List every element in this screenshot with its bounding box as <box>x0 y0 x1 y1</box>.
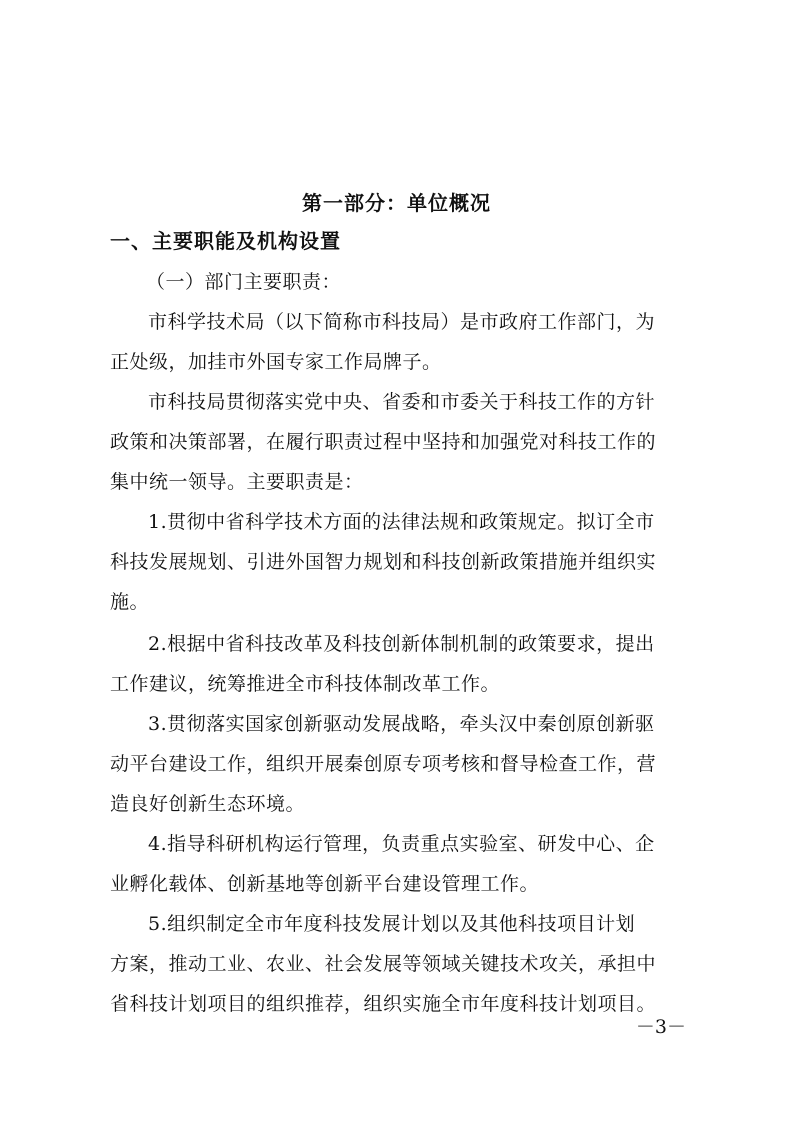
paragraph-line: 4.指导科研机构运行管理，负责重点实验室、研发中心、企 <box>148 833 655 855</box>
paragraph-line: 2.根据中省科技改革及科技创新体制机制的政策要求，提出 <box>148 633 655 655</box>
paragraph-line: 市科学技术局（以下简称市科技局）是市政府工作部门，为 <box>148 311 656 333</box>
paragraph-4 <box>110 624 686 704</box>
paragraph-line: 市科技局贯彻落实党中央、省委和市委关于科技工作的方针 <box>148 391 656 413</box>
paragraph-line: 施。 <box>110 591 150 613</box>
paragraph-line: 1.贯彻中省科学技术方面的法律法规和政策规定。拟订全市 <box>148 511 655 533</box>
paragraph-6 <box>110 824 686 904</box>
paragraph-2 <box>110 382 686 502</box>
paragraph-3 <box>110 502 686 622</box>
paragraph-line: 工作建议，统筹推进全市科技体制改革工作。 <box>110 673 501 695</box>
paragraph-line: 集中统一领导。主要职责是： <box>110 471 364 493</box>
paragraph-line: 正处级，加挂市外国专家工作局牌子。 <box>110 351 442 373</box>
paragraph-line: 省科技计划项目的组织推荐，组织实施全市年度科技计划项目。 <box>110 993 657 1015</box>
paragraph-1 <box>110 302 686 382</box>
subsection-heading: （一）部门主要职责： <box>146 271 342 293</box>
paragraph-line: 业孵化载体、创新基地等创新平台建设管理工作。 <box>110 873 540 895</box>
paragraph-5 <box>110 704 686 824</box>
paragraph-line: 5.组织制定全市年度科技发展计划以及其他科技项目计划 <box>148 913 636 935</box>
page-title: 第一部分：单位概况 <box>302 191 491 215</box>
paragraph-line: 3.贯彻落实国家创新驱动发展战略，牵头汉中秦创原创新驱 <box>148 713 655 735</box>
section-heading: 一、主要职能及机构设置 <box>110 229 341 253</box>
paragraph-line: 科技发展规划、引进外国智力规划和科技创新政策措施并组织实 <box>110 551 657 573</box>
paragraph-line: 方案，推动工业、农业、社会发展等领域关键技术攻关，承担中 <box>110 953 657 975</box>
paragraph-line: 造良好创新生态环境。 <box>110 793 306 815</box>
paragraph-line: 动平台建设工作，组织开展秦创原专项考核和督导检查工作，营 <box>110 753 657 775</box>
paragraph-7 <box>110 904 686 1024</box>
paragraph-line: 政策和决策部署，在履行职责过程中坚持和加强党对科技工作的 <box>110 431 657 453</box>
page-number: －3－ <box>635 1016 686 1038</box>
